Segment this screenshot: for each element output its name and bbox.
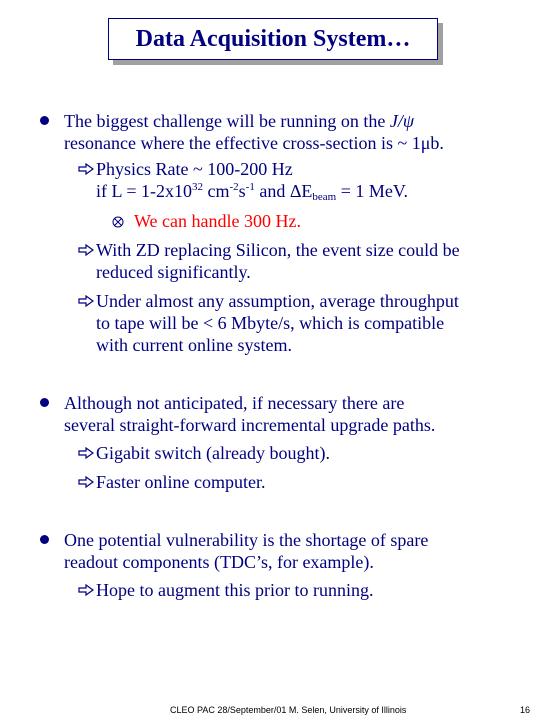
throughput-line-1: Under almost any assumption, average throughput: [96, 291, 459, 311]
bullet-3: [40, 529, 520, 573]
faster-computer-text: Faster online computer.: [96, 472, 266, 492]
physics-rate-line-1: Physics Rate ~ 100-200 Hz: [96, 159, 293, 179]
title-box: [108, 18, 440, 62]
bullet-dot-icon: [40, 535, 49, 544]
bullet-2-line-1: Although not anticipated, if necessary there are: [64, 393, 405, 413]
arrow-right-icon: [78, 447, 94, 459]
bullet-1-line-1: The biggest challenge will be running on the: [64, 111, 390, 131]
jpsi-symbol: J/ψ: [389, 111, 415, 131]
sub-bullet-physics-rate: [78, 158, 528, 202]
physics-rate-line-2: if $L = 1-2x10^{32}$ $cm^{-2}s^{-1}$ and $\Delta E_{beam} = 1$ MeV.: [96, 181, 409, 203]
bullet-2: [40, 392, 520, 436]
augment-text: Hope to augment this prior to running.: [96, 580, 374, 600]
arrow-right-icon: [78, 584, 94, 596]
sub-bullet-zd: [78, 239, 528, 283]
sub-sub-bullet-300hz: [112, 210, 301, 232]
arrow-right-icon: [78, 244, 94, 256]
throughput-line-2: to tape will be < 6 Mbyte/s, which is compatible: [96, 313, 445, 333]
bullet-dot-icon: [40, 398, 49, 407]
bullet-dot-icon: [40, 116, 49, 125]
gigabit-text: Gigabit switch (already bought).: [96, 443, 330, 463]
bullet-1: [40, 110, 520, 154]
bullet-1-line-2: resonance where the effective cross-section is ~ 1μb.: [64, 133, 444, 153]
arrow-right-icon: [78, 295, 94, 307]
page-number: 16: [519, 705, 530, 715]
arrow-right-icon: [78, 163, 94, 175]
sub-bullet-gigabit: [78, 442, 528, 464]
title-frame: [108, 18, 438, 60]
bullet-1-text: [64, 110, 520, 154]
sub-bullet-augment: [78, 579, 528, 601]
arrow-right-icon: [78, 476, 94, 488]
sub-bullet-faster-computer: [78, 471, 528, 493]
footer-citation: CLEO PAC 28/September/01 M. Selen, University of Illinois: [170, 705, 407, 715]
zd-line-2: reduced significantly.: [96, 262, 251, 282]
bullet-2-line-2: several straight-forward incremental upgrade paths.: [64, 415, 436, 435]
can-handle-text: We can handle 300 Hz.: [134, 211, 301, 231]
bullet-3-line-2: readout components (TDC’s, for example).: [64, 552, 374, 572]
throughput-line-3: with current online system.: [96, 335, 292, 355]
slide-title: Data Acquisition System…: [135, 25, 411, 52]
zd-line-1: With ZD replacing Silicon, the event size could be: [96, 240, 460, 260]
circled-times-icon: [112, 216, 124, 228]
sub-bullet-throughput: [78, 290, 528, 356]
bullet-3-line-1: One potential vulnerability is the shortage of spare: [64, 530, 429, 550]
